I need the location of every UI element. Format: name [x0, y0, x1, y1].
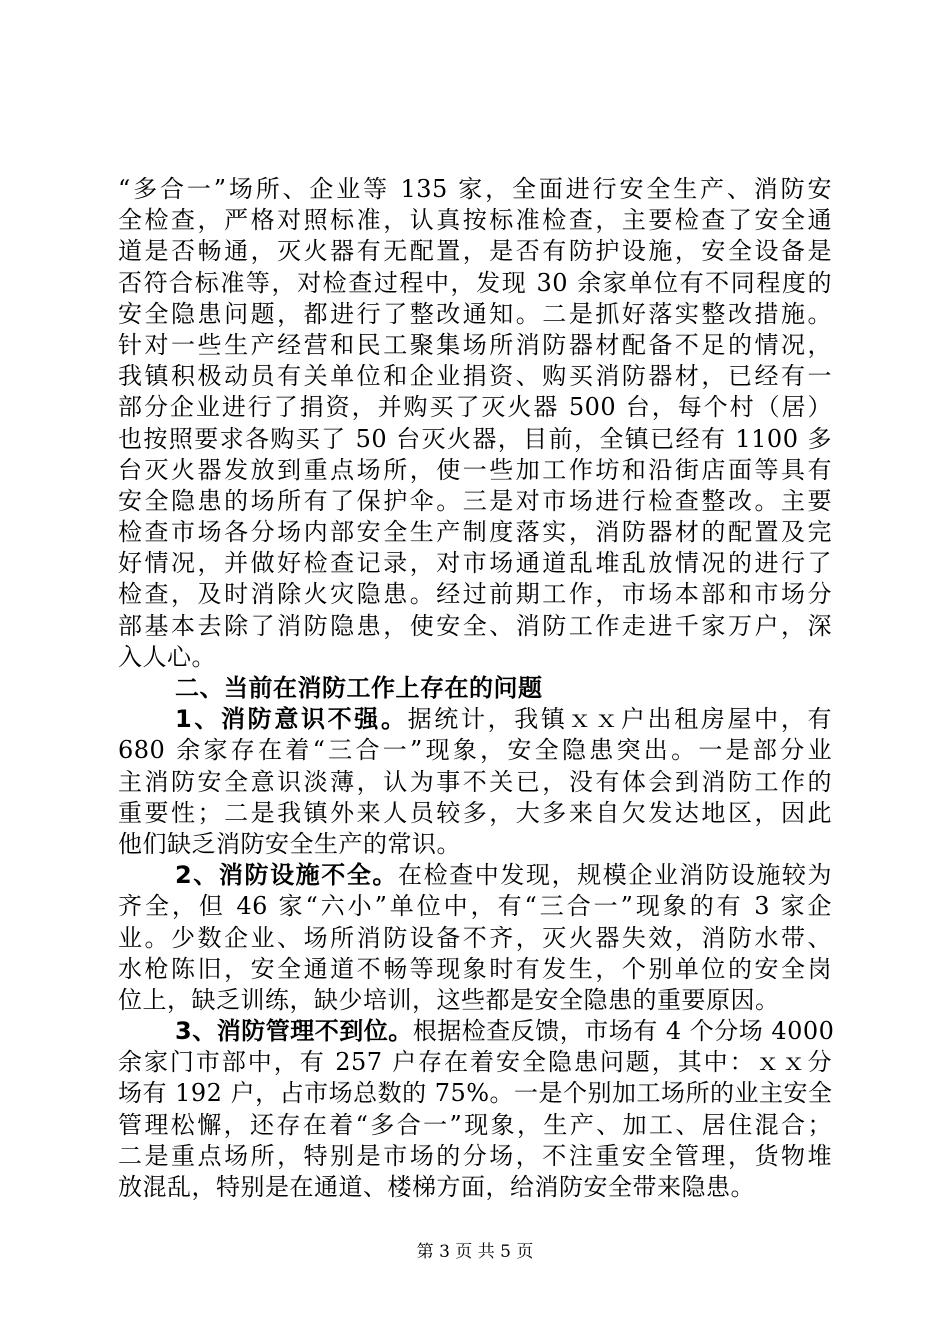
text-line: 放混乱，特别是在通道、楼梯方面，给消防安全带来隐患。	[118, 1173, 755, 1201]
text-line: 全检查，严格对照标准，认真按标准检查，主要检查了安全通	[118, 206, 832, 235]
paragraph-title: 2、消防设施不全。	[175, 861, 399, 890]
text-line: 位上，缺乏训练，缺少培训，这些都是安全隐患的重要原因。	[118, 985, 780, 1014]
text-line: 否符合标准等，对检查过程中，发现 30 余家单位有不同程度的	[118, 268, 832, 297]
text-line: 余家门市部中，有 257 户存在着安全隐患问题，其中：ｘｘ分	[118, 1048, 832, 1077]
paragraph-text: 根据检查反馈，市场有 4 个分场 4000	[412, 1017, 835, 1046]
text-line: 入人心。	[118, 642, 216, 671]
text-line: 他们缺乏消防安全生产的常识。	[118, 829, 461, 858]
paragraph-text: 在检查中发现，规模企业消防设施较为	[398, 861, 832, 890]
paragraph-first-line	[118, 860, 832, 891]
text-line: 检查市场各分场内部安全生产制度落实，消防器材的配置及完	[118, 518, 832, 547]
document-body	[118, 174, 835, 1203]
paragraph-title: 1、消防意识不强。	[175, 705, 408, 734]
text-line: 部基本去除了消防隐患，使安全、消防工作走进千家万户，深	[118, 611, 832, 640]
text-line: 二是重点场所，特别是市场的分场，不注重安全管理，货物堆	[118, 1141, 832, 1170]
text-line: 安全隐患的场所有了保护伞。三是对市场进行检查整改。主要	[118, 486, 832, 515]
text-line: 安全隐患问题，都进行了整改通知。二是抓好落实整改措施。	[118, 299, 832, 328]
text-line: 我镇积极动员有关单位和企业捐资、购买消防器材，已经有一	[118, 362, 832, 391]
text-line: 场有 192 户，占市场总数的 75%。一是个别加工场所的业主安全	[118, 1079, 833, 1108]
text-line: 管理松懈，还存在着“多合一”现象，生产、加工、居住混合；	[118, 1110, 832, 1139]
text-line: 重要性；二是我镇外来人员较多，大多来自欠发达地区，因此	[118, 798, 832, 827]
page-number-footer: 第 3 页 共 5 页	[416, 1242, 534, 1262]
paragraph-title: 3、消防管理不到位。	[175, 1017, 413, 1046]
text-line: 道是否畅通，灭火器有无配置，是否有防护设施，安全设备是	[118, 237, 832, 266]
text-line: 好情况，并做好检查记录，对市场通道乱堆乱放情况的进行了	[118, 549, 832, 578]
paragraph-first-line	[118, 1016, 835, 1047]
text-line: 主消防安全意识淡薄，认为事不关已，没有体会到消防工作的	[118, 767, 832, 796]
text-line: 水枪陈旧，安全通道不畅等现象时有发生，个别单位的安全岗	[118, 954, 832, 983]
text-line: 也按照要求各购买了 50 台灭火器，目前，全镇已经有 1100 多	[118, 424, 832, 453]
text-line: 针对一些生产经营和民工聚集场所消防器材配备不足的情况，	[118, 330, 832, 359]
text-line: 齐全，但 46 家“六小”单位中，有“三合一”现象的有 3 家企	[118, 892, 832, 921]
text-line: 台灭火器发放到重点场所，使一些加工作坊和沿街店面等具有	[118, 455, 832, 484]
paragraph-text: 据统计，我镇ｘｘ户出租房屋中，有	[407, 705, 832, 734]
section-heading: 二、当前在消防工作上存在的问题	[175, 674, 543, 702]
text-line: 业。少数企业、场所消防设备不齐，灭火器失效，消防水带、	[118, 923, 832, 952]
paragraph-first-line	[118, 704, 832, 735]
text-line: 检查，及时消除火灾隐患。经过前期工作，市场本部和市场分	[118, 580, 832, 609]
text-line: “多合一”场所、企业等 135 家，全面进行安全生产、消防安	[118, 175, 832, 203]
text-line: 部分企业进行了捐资，并购买了灭火器 500 台，每个村（居）	[118, 393, 832, 422]
text-line: 680 余家存在着“三合一”现象，安全隐患突出。一是部分业	[118, 736, 832, 765]
